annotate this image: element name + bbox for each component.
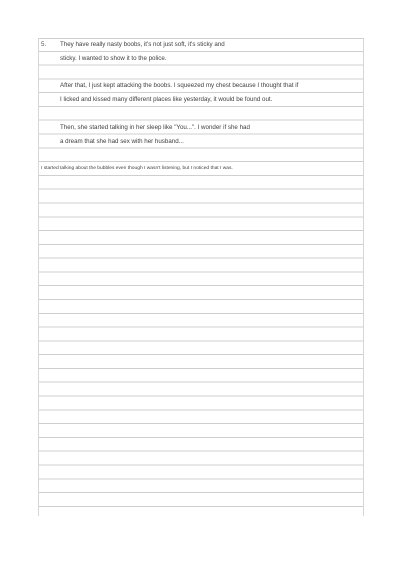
note-text: I licked and kissed many different places like yesterday, it would be found out. bbox=[60, 96, 273, 104]
note-text: After that, I just kept attacking the boobs. I squeezed my chest because I thought that if bbox=[60, 82, 299, 90]
note-line-8 bbox=[39, 135, 363, 149]
note-text: I started talking about the bubbles even though I wasn't listening, but I noticed that I was. bbox=[41, 166, 233, 172]
note-line-10 bbox=[39, 162, 363, 176]
note-text: a dream that she had sex with her husband... bbox=[60, 137, 184, 145]
entry-number: 5. bbox=[41, 41, 47, 48]
note-text: sticky. I wanted to show it to the police. bbox=[60, 54, 167, 62]
note-line-7 bbox=[39, 121, 363, 135]
note-text: Then, she started talking in her sleep like "You...". I wonder if she had bbox=[60, 123, 250, 131]
note-line-4 bbox=[39, 79, 363, 93]
note-text: They have really nasty boobs, it's not just soft, it's sticky and bbox=[60, 41, 225, 48]
ruled-notebook-page bbox=[38, 38, 364, 516]
note-line-2 bbox=[39, 52, 363, 66]
note-line-5 bbox=[39, 93, 363, 107]
note-line-1 bbox=[39, 38, 363, 52]
